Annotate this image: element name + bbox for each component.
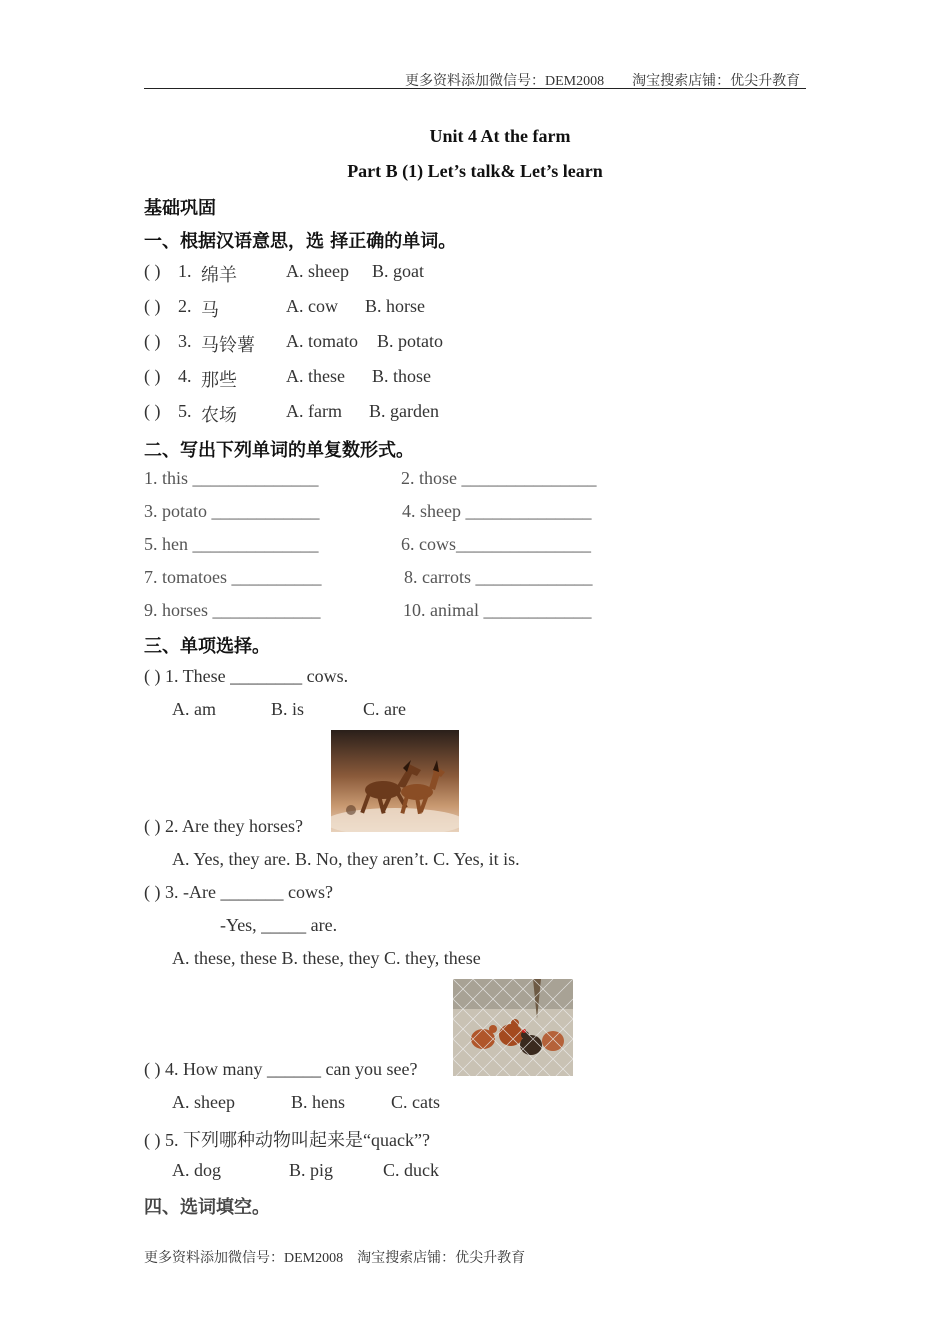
- q1-option-c[interactable]: C. are: [363, 699, 406, 719]
- word-blank[interactable]: 4. sheep ______________: [402, 501, 592, 521]
- item-number: 4.: [178, 366, 192, 386]
- item-number: 2.: [178, 296, 192, 316]
- question-5-stem: ( ) 5. 下列哪种动物叫起来是“quack”?: [144, 1130, 430, 1150]
- answer-paren[interactable]: ( ): [144, 401, 161, 421]
- option-a: A. farm: [286, 401, 342, 421]
- chinese-word: 绵羊: [201, 265, 237, 285]
- page-header: 更多资料添加微信号：DEM2008 淘宝搜索店铺：优尖升教育: [405, 74, 801, 89]
- horses-image: [331, 730, 459, 832]
- hens-image: [453, 979, 573, 1076]
- option-b: B. those: [372, 366, 432, 386]
- page-footer: 更多资料添加微信号：DEM2008 淘宝搜索店铺：优尖升教育: [144, 1251, 526, 1266]
- chinese-word: 那些: [201, 370, 237, 390]
- option-a: A. tomato: [286, 331, 358, 351]
- option-b: B. potato: [377, 331, 443, 351]
- chinese-word: 马铃薯: [201, 335, 255, 355]
- hens-photo: [453, 979, 573, 1076]
- horses-photo: [331, 730, 459, 832]
- basic-label: 基础巩固: [144, 198, 216, 219]
- word-blank[interactable]: 8. carrots _____________: [404, 567, 593, 587]
- answer-paren[interactable]: ( ): [144, 366, 161, 386]
- chinese-word: 马: [201, 300, 219, 320]
- answer-paren[interactable]: ( ): [144, 261, 161, 281]
- section1-heading: 一、根据汉语意思，选 择正确的单词。: [144, 231, 457, 252]
- word-blank[interactable]: 3. potato ____________: [144, 501, 320, 521]
- word-blank[interactable]: 10. animal ____________: [403, 600, 592, 620]
- q5-option-b[interactable]: B. pig: [289, 1160, 334, 1180]
- unit-title: Unit 4 At the farm: [429, 126, 571, 146]
- option-b: B. goat: [372, 261, 424, 281]
- question-3-answer-line: -Yes, _____ are.: [220, 915, 338, 935]
- q1-option-a[interactable]: A. am: [172, 699, 216, 719]
- q4-option-c[interactable]: C. cats: [391, 1092, 440, 1112]
- part-title: Part B (1) Let’s talk& Let’s learn: [347, 161, 603, 181]
- answer-paren[interactable]: ( ): [144, 296, 161, 316]
- word-blank[interactable]: 2. those _______________: [401, 468, 597, 488]
- item-number: 1.: [178, 261, 192, 281]
- answer-paren[interactable]: ( ): [144, 331, 161, 351]
- header-rule: [144, 88, 806, 89]
- question-1-stem: ( ) 1. These ________ cows.: [144, 666, 349, 686]
- word-blank[interactable]: 9. horses ____________: [144, 600, 321, 620]
- word-blank[interactable]: 1. this ______________: [144, 468, 319, 488]
- section4-heading: 四、选词填空。: [144, 1197, 270, 1218]
- q2-options[interactable]: A. Yes, they are. B. No, they aren’t. C. Yes, it is.: [172, 849, 520, 869]
- section3-heading: 三、单项选择。: [144, 636, 270, 657]
- question-4-stem: ( ) 4. How many ______ can you see?: [144, 1059, 418, 1079]
- option-a: A. these: [286, 366, 345, 386]
- question-2-stem: ( ) 2. Are they horses?: [144, 816, 303, 836]
- word-blank[interactable]: 6. cows_______________: [401, 534, 591, 554]
- item-number: 5.: [178, 401, 192, 421]
- question-3-stem: ( ) 3. -Are _______ cows?: [144, 882, 333, 902]
- word-blank[interactable]: 7. tomatoes __________: [144, 567, 322, 587]
- q4-option-a[interactable]: A. sheep: [172, 1092, 235, 1112]
- option-b: B. garden: [369, 401, 439, 421]
- option-a: A. cow: [286, 296, 338, 316]
- word-blank[interactable]: 5. hen ______________: [144, 534, 319, 554]
- chinese-word: 农场: [201, 405, 237, 425]
- q1-option-b[interactable]: B. is: [271, 699, 305, 719]
- q3-options[interactable]: A. these, these B. these, they C. they, these: [172, 948, 481, 968]
- option-b: B. horse: [365, 296, 425, 316]
- q5-option-c[interactable]: C. duck: [383, 1160, 439, 1180]
- option-a: A. sheep: [286, 261, 349, 281]
- q5-option-a[interactable]: A. dog: [172, 1160, 221, 1180]
- section2-heading: 二、写出下列单词的单复数形式。: [144, 440, 414, 461]
- q4-option-b[interactable]: B. hens: [291, 1092, 345, 1112]
- item-number: 3.: [178, 331, 192, 351]
